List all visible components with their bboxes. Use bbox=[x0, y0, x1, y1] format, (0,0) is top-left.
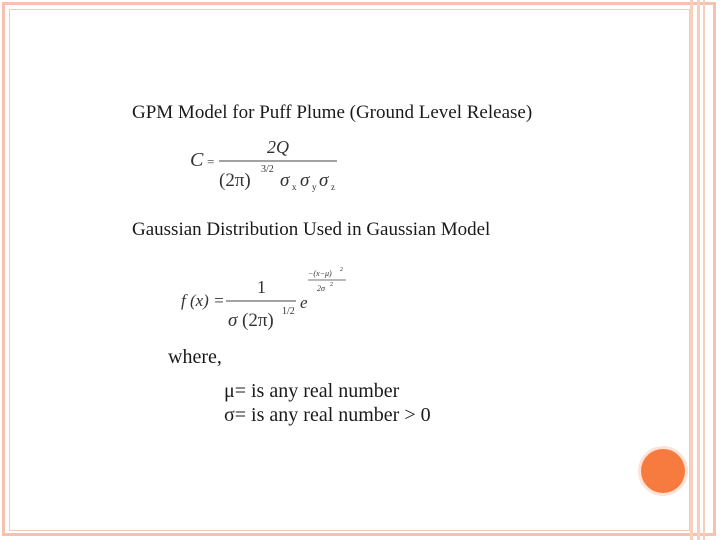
section1-heading: GPM Model for Puff Plume (Ground Level Release) bbox=[132, 102, 533, 123]
eq1-numerator: 2Q bbox=[267, 137, 289, 157]
eq2-den-exp: 1/2 bbox=[282, 306, 295, 317]
eq1-sub-x: x bbox=[292, 182, 297, 192]
decor-stripe bbox=[697, 0, 700, 540]
eq2-exp-num-pow: 2 bbox=[340, 267, 343, 273]
definition-sigma: σ= is any real number > 0 bbox=[224, 404, 431, 426]
eq1-sub-y: y bbox=[312, 182, 317, 192]
eq2-den-base: (2π) bbox=[242, 310, 274, 331]
definition-mu: μ= is any real number bbox=[224, 380, 400, 402]
eq2-numerator: 1 bbox=[257, 277, 266, 297]
eq2-exp-den: 2σ bbox=[317, 284, 325, 293]
eq2-lhs: f (x) = bbox=[181, 291, 225, 310]
gaussian-equation bbox=[178, 258, 358, 338]
decor-stripe bbox=[690, 0, 693, 540]
eq2-exp-num: −(x−μ) bbox=[308, 269, 332, 278]
eq2-exp-den-pow: 2 bbox=[330, 282, 333, 288]
eq1-sigma-y: σ bbox=[300, 170, 310, 191]
where-label: where, bbox=[168, 346, 222, 368]
eq1-equals: = bbox=[207, 154, 215, 169]
accent-circle bbox=[641, 449, 685, 493]
eq1-sigma-x: σ bbox=[280, 170, 290, 191]
eq1-lhs: C bbox=[190, 149, 204, 171]
decor-stripe bbox=[703, 0, 705, 540]
eq2-e: e bbox=[300, 293, 308, 312]
eq1-sigma-z: σ bbox=[319, 170, 329, 191]
eq1-den-base: (2π) bbox=[219, 170, 251, 191]
eq2-den-sigma: σ bbox=[228, 310, 238, 331]
section2-heading: Gaussian Distribution Used in Gaussian Model bbox=[132, 219, 491, 240]
gpm-equation bbox=[185, 130, 355, 198]
eq1-sub-z: z bbox=[331, 182, 335, 192]
eq1-den-exp: 3/2 bbox=[261, 164, 274, 175]
